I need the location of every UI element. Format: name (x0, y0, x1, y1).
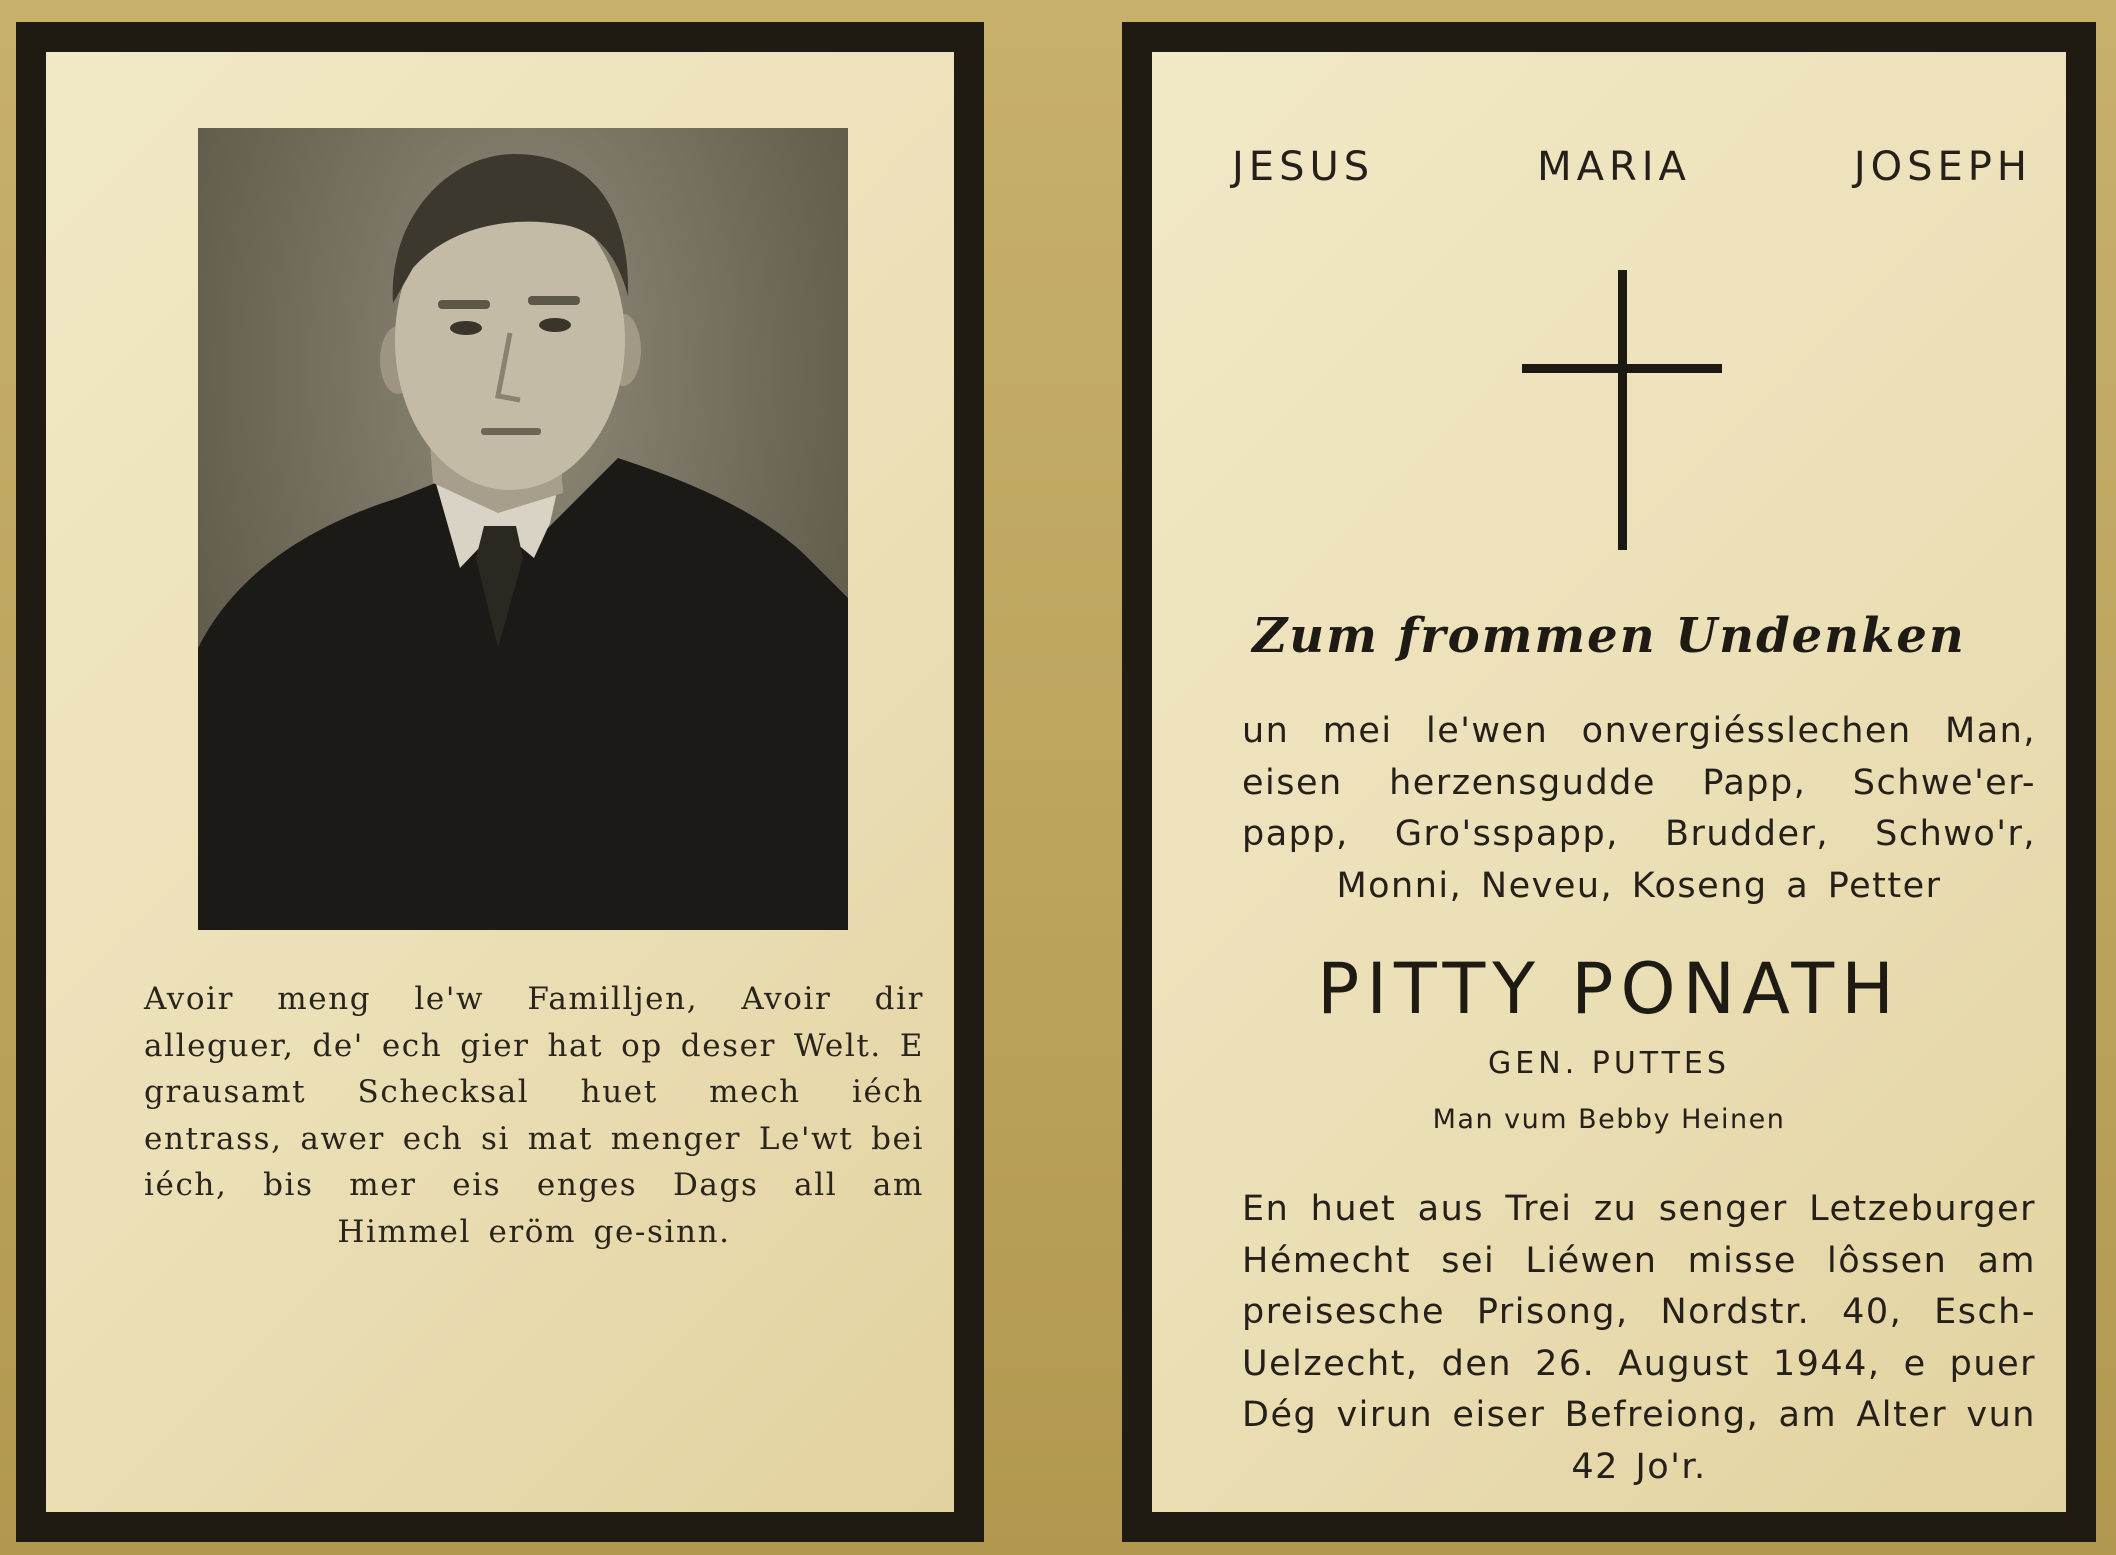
invocation-maria: MARIA (1537, 144, 1691, 190)
portrait-eye-right (539, 318, 571, 332)
invocation-line (1232, 144, 2032, 190)
death-details-text: En huet aus Trei zu senger Letzeburger Hémecht sei Liéwen misse lôssen am preisesche Prisong, Nordstr. 40, Esch-Uelzecht, den 26. August 1944, e puer Dég virun eiser Befreiong, am Alter vun 42 Jo'r. (1242, 1189, 2036, 1487)
portrait-figure (198, 128, 848, 930)
cross-icon (1522, 270, 1722, 550)
portrait-brow-right (528, 296, 580, 305)
spouse-line: Man vum Bebby Heinen (1432, 1104, 1786, 1135)
right-page (1122, 22, 2096, 1542)
deceased-nickname: GEN. PUTTES (1488, 1046, 1730, 1081)
invocation-jesus: JESUS (1232, 144, 1375, 190)
deceased-name: PITTY PONATH (1317, 948, 1901, 1030)
invocation-joseph: JOSEPH (1853, 144, 2032, 190)
memorial-verse: Avoir meng le'w Familljen, Avoir dir alleguer, de' ech gier hat op deser Welt. E grausamt Schecksal huet mech iéch entrass, awer ech si mat menger Le'wt bei iéch, bis mer eis enges Dags all am Himmel eröm ge-sinn. (144, 981, 924, 1250)
family-roles-text: un mei le'wen onvergiésslechen Man, eisen herzensgudde Papp, Schwe'er-papp, Gro'sspapp, Brudder, Schwo'r, Monni, Neveu, Koseng a Petter (1242, 711, 2036, 906)
memorial-title: Zum frommen Undenken (1252, 608, 1966, 664)
cross-horizontal-bar (1522, 364, 1722, 373)
portrait-eye-left (450, 321, 482, 335)
portrait-brow-left (438, 300, 490, 309)
portrait-photo (198, 128, 848, 930)
cross-vertical-bar (1618, 270, 1627, 550)
portrait-mouth (481, 428, 541, 435)
left-page (16, 22, 984, 1542)
